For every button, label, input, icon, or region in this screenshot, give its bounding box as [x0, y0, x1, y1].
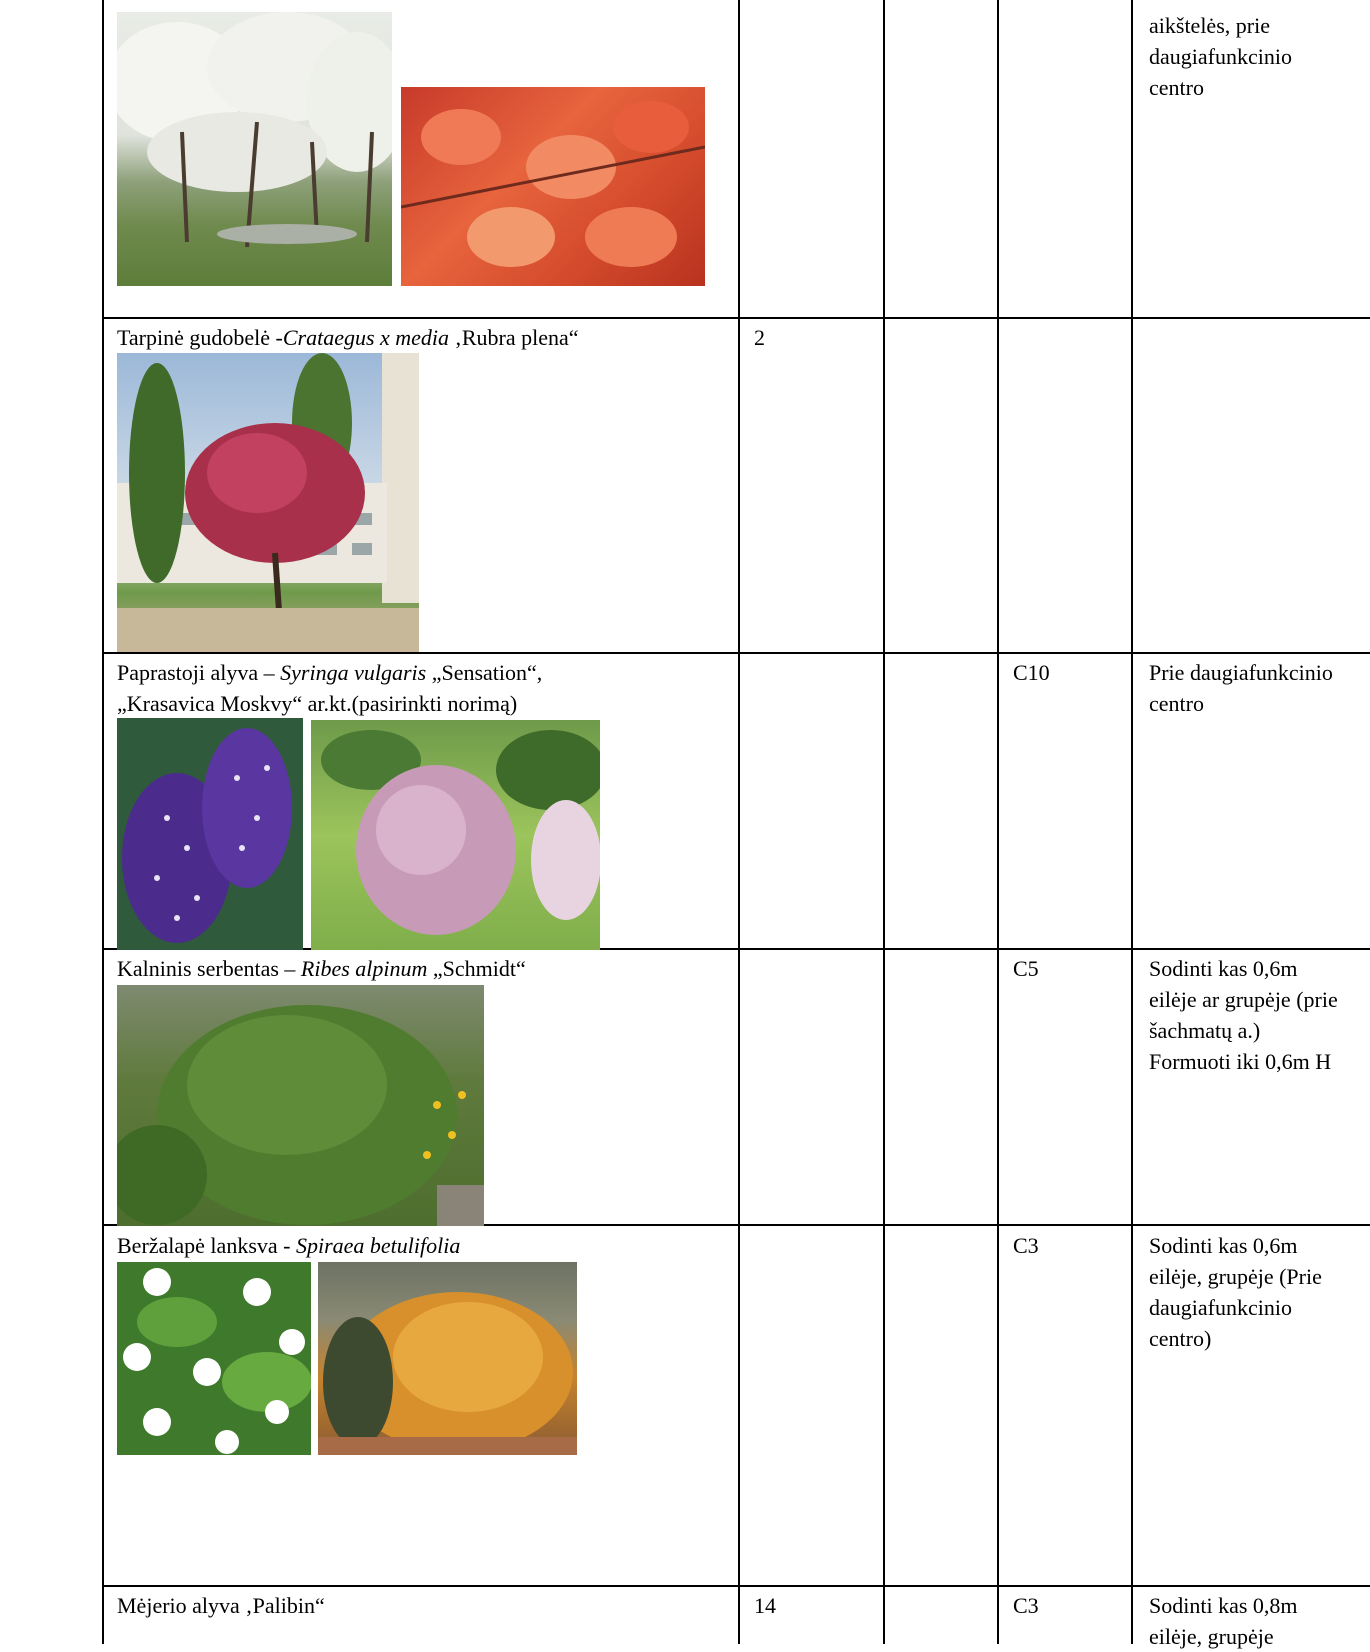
quantity: 2	[754, 325, 765, 350]
container-size: C3	[1013, 1593, 1039, 1618]
column-divider	[1131, 0, 1133, 1644]
row-divider	[102, 1585, 1370, 1587]
quantity: 14	[754, 1593, 776, 1618]
pink-lilac-photo	[311, 720, 600, 950]
row-note: Prie daugiafunkcinio centro	[1149, 660, 1333, 716]
purple-lilac-photo	[117, 718, 303, 950]
plant-name: Tarpinė gudobelė -Crataegus x media ‚Rubra plena“	[117, 325, 579, 350]
plant-name: Beržalapė lanksva - Spiraea betulifolia	[117, 1233, 461, 1258]
row-note: Sodinti kas 0,6m eilėje ar grupėje (prie šachmatų a.) Formuoti iki 0,6m H	[1149, 956, 1338, 1074]
hawthorn-tree-photo	[117, 353, 419, 652]
container-size: C3	[1013, 1233, 1039, 1258]
spiraea-flowers-photo	[117, 1262, 311, 1455]
currant-shrub-photo	[117, 985, 484, 1226]
plant-name: Paprastoji alyva – Syringa vulgaris „Sensation“,	[117, 660, 543, 685]
row-note: Sodinti kas 0,8m eilėje, grupėje	[1149, 1593, 1298, 1649]
column-divider	[883, 0, 885, 1644]
column-divider	[738, 0, 740, 1644]
column-divider	[997, 0, 999, 1644]
spiraea-autumn-shrub-photo	[318, 1262, 577, 1455]
plant-name: Kalninis serbentas – Ribes alpinum „Schmidt“	[117, 956, 526, 981]
plant-name-cultivar: „Krasavica Moskvy“ ar.kt.(pasirinkti norimą)	[117, 691, 518, 716]
row-divider	[102, 652, 1370, 654]
container-size: C10	[1013, 660, 1050, 685]
serviceberry-autumn-leaves-photo	[401, 87, 705, 286]
plant-name: Mėjerio alyva ‚Palibin“	[117, 1593, 325, 1618]
row-note: Sodinti kas 0,6m eilėje, grupėje (Prie daugiafunkcinio centro)	[1149, 1233, 1322, 1351]
row-note: aikštelės, prie daugiafunkcinio centro	[1149, 13, 1292, 100]
serviceberry-blossom-photo	[117, 12, 392, 286]
table-border-left	[102, 0, 104, 1644]
row-divider	[102, 317, 1370, 319]
container-size: C5	[1013, 956, 1039, 981]
